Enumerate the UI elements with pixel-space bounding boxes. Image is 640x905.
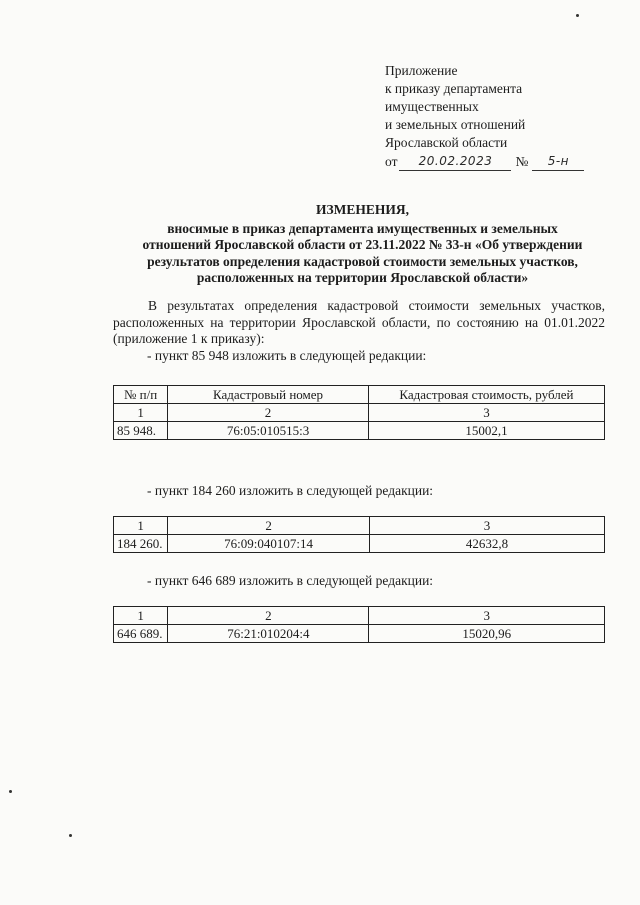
order-date-number xyxy=(385,152,615,171)
table-cell: 3 xyxy=(368,404,604,422)
header-cell: № п/п xyxy=(114,386,168,404)
appendix-line: Ярославской области xyxy=(385,135,508,150)
title-line: вносимые в приказ департамента имущественных и земельных xyxy=(167,220,558,236)
title-line: расположенных на территории Ярославской области» xyxy=(196,270,529,285)
column-number-row xyxy=(114,517,605,535)
cadastral-table-1 xyxy=(113,385,605,440)
column-number-row xyxy=(114,607,605,625)
appendix-line: к приказу департамента xyxy=(385,81,523,96)
cadastral-table-2 xyxy=(113,516,605,553)
cadastral-value-cell: 15002,1 xyxy=(368,422,604,440)
table-cell: 1 xyxy=(114,607,168,625)
appendix-header xyxy=(385,62,615,171)
title-line: отношений Ярославской области от 23.11.2022 № 33-н «Об утверждении xyxy=(142,237,583,252)
cadastral-number-cell: 76:09:040107:14 xyxy=(168,535,370,553)
title-heading: ИЗМЕНЕНИЯ, xyxy=(315,202,409,217)
title-line: результатов определения кадастровой стоимости земельных участков, xyxy=(147,253,578,269)
from-label: от xyxy=(385,154,398,169)
item-instruction: - пункт 85 948 изложить в следующей редакции: xyxy=(147,348,427,363)
table-cell: 1 xyxy=(114,404,168,422)
appendix-line: Приложение xyxy=(385,63,458,78)
table-cell: 3 xyxy=(369,517,604,535)
number-label: № xyxy=(515,154,529,169)
table-row xyxy=(114,422,605,440)
table-row xyxy=(114,535,605,553)
table-cell: 2 xyxy=(168,404,369,422)
item-number-cell: 646 689. xyxy=(114,625,168,643)
table-cell: 2 xyxy=(168,517,370,535)
handwritten-date: 20.02.2023 xyxy=(399,152,511,171)
column-number-row xyxy=(114,404,605,422)
table-cell: 3 xyxy=(369,607,605,625)
item-number-cell: 184 260. xyxy=(114,535,168,553)
handwritten-number: 5-н xyxy=(532,152,584,171)
cadastral-number-cell: 76:21:010204:4 xyxy=(168,625,369,643)
item-instruction: - пункт 184 260 изложить в следующей редакции: xyxy=(147,483,434,498)
scan-speck xyxy=(69,834,72,837)
table-header-row xyxy=(114,386,605,404)
item-number-cell: 85 948. xyxy=(114,422,168,440)
cadastral-value-cell: 15020,96 xyxy=(369,625,605,643)
intro-text: В результатах определения кадастровой стоимости земельных участков, расположенных на территории Ярославской области, по состоянию на 01.01.2022 (приложение 1 к приказу): xyxy=(113,298,605,346)
appendix-line: и земельных отношений xyxy=(385,117,526,132)
scan-speck xyxy=(576,14,579,17)
table-row xyxy=(114,625,605,643)
header-cell: Кадастровая стоимость, рублей xyxy=(368,386,604,404)
scan-speck xyxy=(9,790,12,793)
cadastral-value-cell: 42632,8 xyxy=(369,535,604,553)
appendix-line: имущественных xyxy=(385,99,479,114)
item-instruction: - пункт 646 689 изложить в следующей редакции: xyxy=(147,573,434,588)
table-cell: 1 xyxy=(114,517,168,535)
cadastral-number-cell: 76:05:010515:3 xyxy=(168,422,369,440)
intro-paragraph xyxy=(113,298,605,348)
cadastral-table-3 xyxy=(113,606,605,643)
table-cell: 2 xyxy=(168,607,369,625)
document-title xyxy=(120,202,605,287)
header-cell: Кадастровый номер xyxy=(168,386,369,404)
